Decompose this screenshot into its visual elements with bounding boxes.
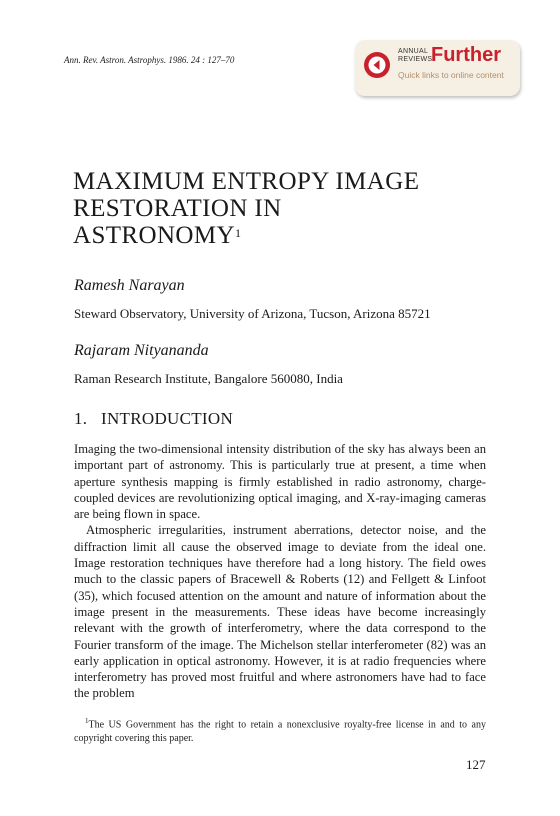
section-heading	[74, 409, 233, 429]
badge-reviews-text: REVIEWS	[398, 56, 433, 63]
badge-quick-links-text: Quick links to online content	[398, 70, 504, 80]
author-name: Ramesh Narayan	[74, 277, 185, 294]
footnote	[74, 714, 486, 746]
section-title: INTRODUCTION	[101, 409, 234, 428]
body-text	[74, 441, 486, 702]
author-affiliation: Raman Research Institute, Bangalore 560080, India	[74, 371, 343, 386]
footnote-mark: 1	[85, 717, 89, 725]
paper-title	[73, 168, 493, 249]
author-affiliation: Steward Observatory, University of Arizona, Tucson, Arizona 85721	[74, 306, 431, 321]
title-line-3: ASTRONOMY$^1$	[73, 222, 242, 249]
title-line-2: RESTORATION IN	[73, 195, 282, 222]
title-line-1: MAXIMUM ENTROPY IMAGE	[73, 168, 420, 195]
badge-annual-text: ANNUAL	[398, 48, 429, 55]
author-name: Rajaram Nityananda	[74, 342, 209, 359]
section-number: 1.	[74, 409, 88, 428]
annual-reviews-arrow-icon	[363, 51, 391, 79]
title-footnote-mark[interactable]: 1	[234, 226, 242, 240]
paragraph: Atmospheric irregularities, instrument aberrations, detector noise, and the diffraction limit all cause the observed image to deviate from the ideal one. Image restoration techniques have therefore had a long history. The field owes much to the classic papers of Bracewell & Roberts (12) and Fellgett & Linfoot (35), which focused attention on the amount and nature of information about the image present in the measurements. These ideas have become increasingly relevant with the growth of interferometry, where the data correspond to the Fourier transform of the image. The Michelson stellar interferometer (82) was an early application in optical astronomy. However, it is at radio frequencies where interferometry has proved most fruitful and where astronomers have had to face the problem	[74, 523, 486, 701]
badge-further-text: Further	[431, 44, 501, 66]
page-number: 127	[466, 757, 486, 772]
further-online-content-badge[interactable]	[355, 40, 520, 96]
footnote-text: The US Government has the right to retain a nonexclusive royalty-free license in and to any copyright covering this paper.	[74, 719, 486, 745]
paragraph: Imaging the two-dimensional intensity distribution of the sky has always been an important part of astronomy. This is particularly true at present, a time when aperture synthesis mapping is firmly established in radio astronomy, charge-coupled devices are revolutionizing optical imaging, and X-ray-imaging cameras are being flown in space.	[74, 442, 486, 522]
journal-citation: Ann. Rev. Astron. Astrophys. 1986. 24 : 127–70	[64, 55, 235, 65]
